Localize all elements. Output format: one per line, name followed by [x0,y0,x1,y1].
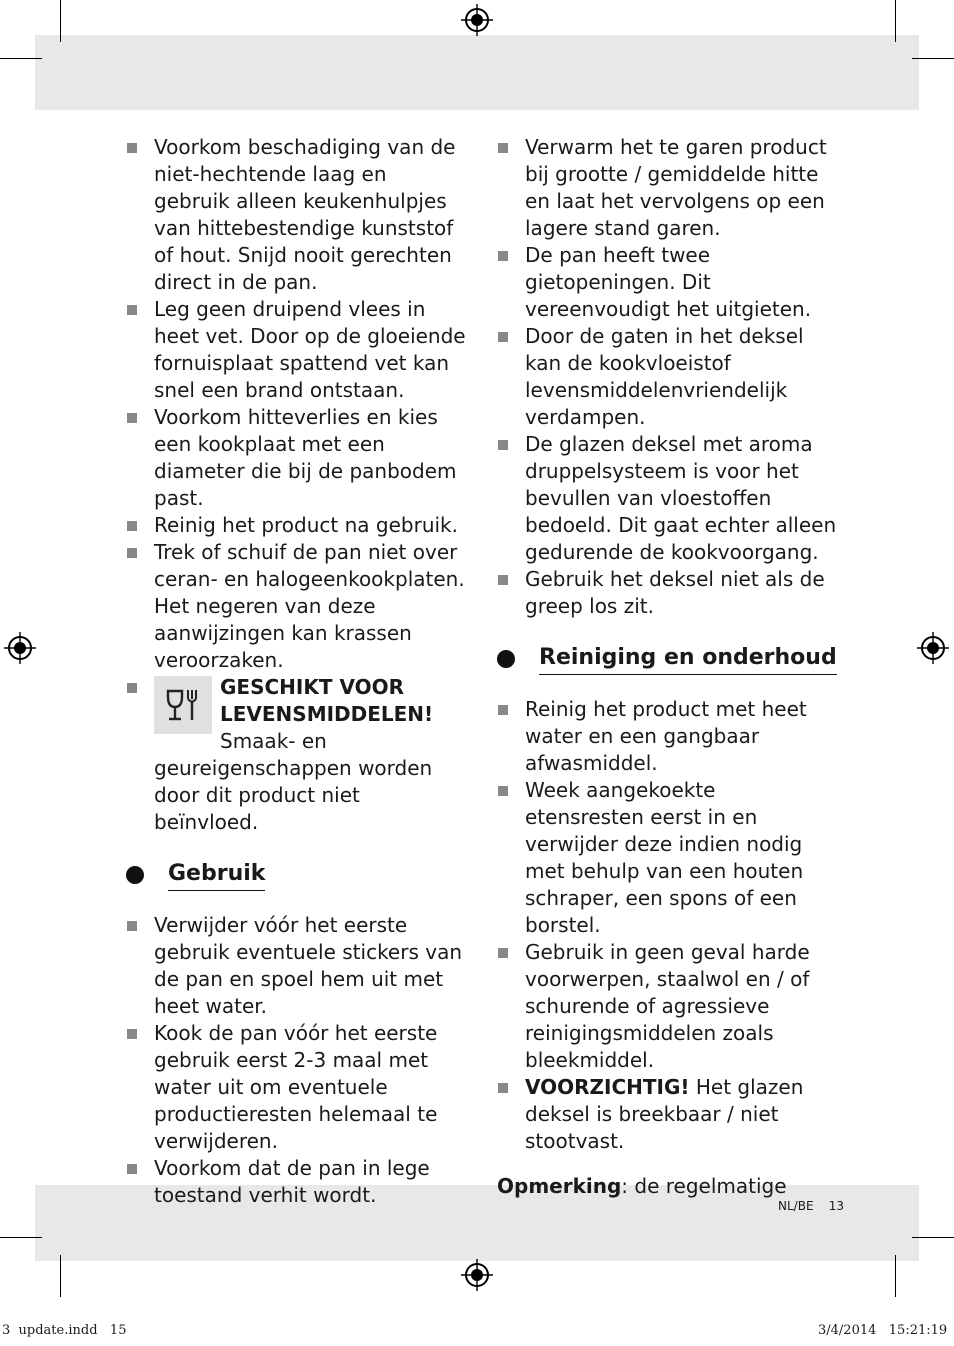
note-text: : de regelmatige [621,1174,787,1198]
heading-dot-icon [126,866,144,884]
list-item: De glazen deksel met aroma druppelsysteem is voor het bevullen van vloestoffen bedoeld. Dit gaat echter alleen gedurende de kookvoorgang. [497,431,837,566]
bullet-square-icon [127,1164,137,1174]
bullet-square-icon [127,921,137,931]
list-item: Reinig het product na gebruik. [126,512,466,539]
list-item: Gebruik het deksel niet als de greep los zit. [497,566,837,620]
bullet-square-icon [127,143,137,153]
bullet-square-icon [127,548,137,558]
right-column [497,134,837,1200]
bullet-square-icon [127,521,137,531]
left-column [126,134,466,1209]
crop-mark [895,1255,896,1297]
list-item: Kook de pan vóór het eerste gebruik eerst 2-3 maal met water uit om eventuele productieresten helemaal te verwijderen. [126,1020,466,1155]
list-item: Verwarm het te garen product bij grootte / gemiddelde hitte en laat het vervolgens op een lagere stand garen. [497,134,837,242]
note-paragraph [497,1173,837,1200]
bullet-square-icon [498,143,508,153]
list-item: Voorkom beschadiging van de niet-hechtende laag en gebruik alleen keukenhulpjes van hittebestendige kunststof of hout. Snijd nooit gerechten direct in de pan. [126,134,466,296]
bullet-square-icon [498,251,508,261]
slug-timestamp: 3/4/2014 15:21:19 [818,1323,948,1338]
registration-mark-icon [917,632,949,664]
list-item: Verwijder vóór het eerste gebruik eventuele stickers van de pan en spoel hem uit met heet water. [126,912,466,1020]
registration-mark-icon [4,632,36,664]
bullet-list [497,134,837,620]
crop-mark [60,1255,61,1297]
list-item: Voorkom hitteverlies en kies een kookplaat met een diameter die bij de panbodem past. [126,404,466,512]
bullet-square-icon [498,1083,508,1093]
list-item: Week aangekoekte etensresten eerst in en verwijder deze indien nodig met behulp van een houten schraper, een spons of een borstel. [497,777,837,939]
crop-mark [912,1237,954,1238]
food-safe-item [126,674,466,836]
bullet-list [497,696,837,1155]
bullet-list [126,134,466,836]
section-heading-text: Reiniging en onderhoud [539,644,837,675]
registration-mark-icon [461,4,493,36]
list-item: Trek of schuif de pan niet over ceran- en halogeenkookplaten. Het negeren van deze aanwijzingen kan krassen veroorzaken. [126,539,466,674]
list-item: Reinig het product met heet water en een gangbaar afwasmiddel. [497,696,837,777]
bullet-square-icon [127,305,137,315]
caution-item [497,1074,837,1155]
food-safe-title: GESCHIKT VOOR LEVENSMIDDELEN! [220,675,434,726]
bullet-square-icon [127,413,137,423]
page-number: NL/BE 13 [778,1199,845,1213]
food-safe-text: Smaak- en geureigenschappen worden door dit product niet beïnvloed. [154,729,433,834]
registration-mark-icon [461,1259,493,1291]
bullet-square-icon [127,1029,137,1039]
list-item: Voorkom dat de pan in lege toestand verhit wordt. [126,1155,466,1209]
list-item: Leg geen druipend vlees in heet vet. Door op de gloeiende fornuisplaat spattend vet kan snel een brand ontstaan. [126,296,466,404]
slug-filename: 3 update.indd 15 [2,1323,127,1338]
bullet-square-icon [498,575,508,585]
list-item: Gebruik in geen geval harde voorwerpen, staalwol en / of schurende of agressieve reinigingsmiddelen zoals bleekmiddel. [497,939,837,1074]
bullet-square-icon [127,683,137,693]
heading-dot-icon [497,650,515,668]
bullet-square-icon [498,705,508,715]
note-label: Opmerking [497,1174,622,1198]
section-heading-reiniging [497,642,837,676]
caution-text: Het glazen deksel is breekbaar / niet stootvast. [525,1075,804,1153]
bullet-square-icon [498,948,508,958]
section-heading-text: Gebruik [168,860,265,891]
crop-mark [60,0,61,42]
caution-label: VOORZICHTIG! [525,1075,690,1099]
food-safe-icon [154,676,212,734]
list-item: De pan heeft twee gietopeningen. Dit vereenvoudigt het uitgieten. [497,242,837,323]
bullet-square-icon [498,786,508,796]
crop-mark [0,1237,42,1238]
crop-mark [912,58,954,59]
bullet-square-icon [498,332,508,342]
crop-mark [895,0,896,42]
section-heading-gebruik [126,858,466,892]
crop-mark [0,58,42,59]
bullet-list [126,912,466,1209]
bullet-square-icon [498,440,508,450]
list-item: Door de gaten in het deksel kan de kookvloeistof levensmiddelenvriendelijk verdampen. [497,323,837,431]
header-band [35,35,919,110]
